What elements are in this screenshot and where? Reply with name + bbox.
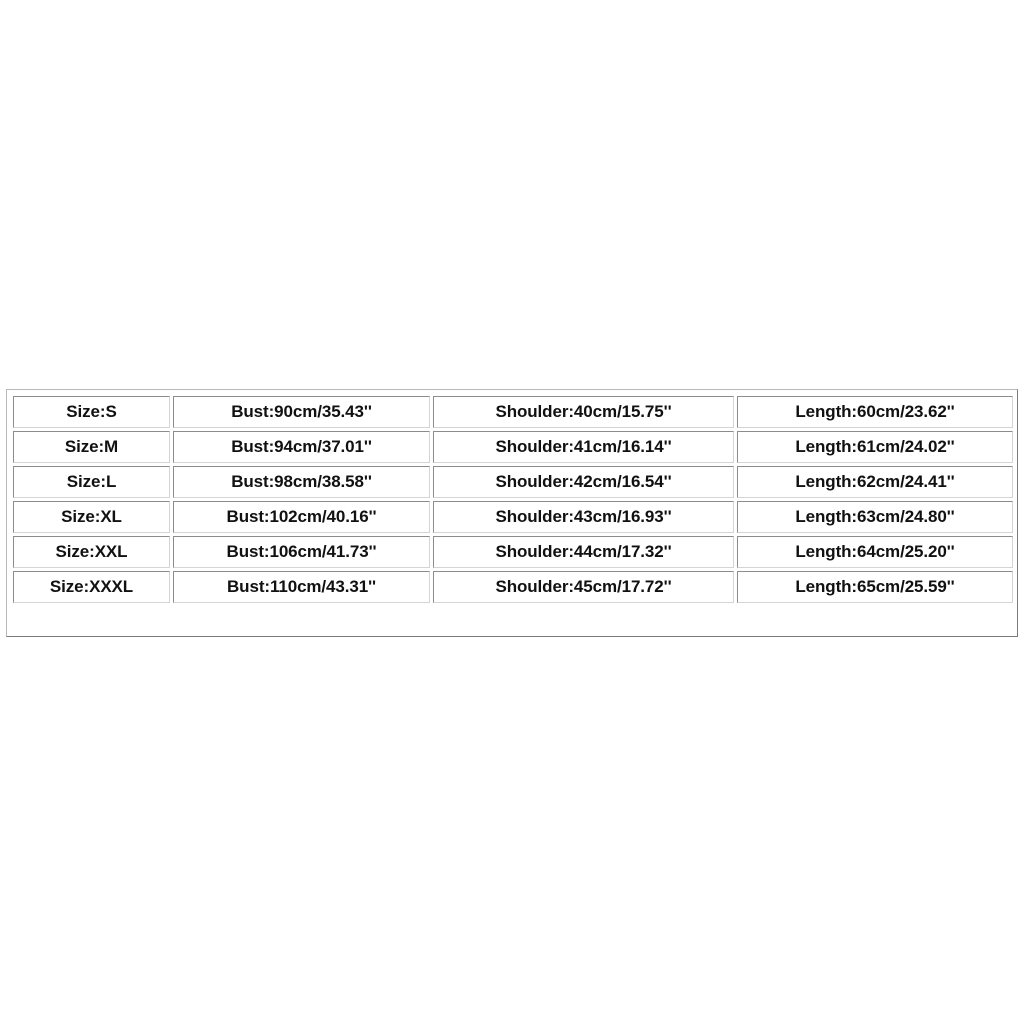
bust-cell: Bust:90cm/35.43'' [173, 396, 430, 428]
size-cell: Size:S [13, 396, 170, 428]
shoulder-cell: Shoulder:40cm/15.75'' [433, 396, 734, 428]
shoulder-cell: Shoulder:45cm/17.72'' [433, 571, 734, 603]
shoulder-cell: Shoulder:42cm/16.54'' [433, 466, 734, 498]
table-row [13, 536, 1013, 568]
table-row [13, 396, 1013, 428]
shoulder-cell: Shoulder:44cm/17.32'' [433, 536, 734, 568]
table-row [13, 466, 1013, 498]
length-cell: Length:62cm/24.41'' [737, 466, 1013, 498]
length-cell: Length:61cm/24.02'' [737, 431, 1013, 463]
length-cell: Length:65cm/25.59'' [737, 571, 1013, 603]
length-cell: Length:63cm/24.80'' [737, 501, 1013, 533]
shoulder-cell: Shoulder:41cm/16.14'' [433, 431, 734, 463]
table-row [13, 571, 1013, 603]
shoulder-cell: Shoulder:43cm/16.93'' [433, 501, 734, 533]
size-cell: Size:XXL [13, 536, 170, 568]
bust-cell: Bust:106cm/41.73'' [173, 536, 430, 568]
size-chart-table [10, 393, 1016, 606]
bust-cell: Bust:94cm/37.01'' [173, 431, 430, 463]
size-cell: Size:L [13, 466, 170, 498]
size-cell: Size:M [13, 431, 170, 463]
size-chart [6, 389, 1018, 637]
size-cell: Size:XL [13, 501, 170, 533]
bust-cell: Bust:110cm/43.31'' [173, 571, 430, 603]
length-cell: Length:60cm/23.62'' [737, 396, 1013, 428]
bust-cell: Bust:102cm/40.16'' [173, 501, 430, 533]
table-row [13, 431, 1013, 463]
length-cell: Length:64cm/25.20'' [737, 536, 1013, 568]
bust-cell: Bust:98cm/38.58'' [173, 466, 430, 498]
size-cell: Size:XXXL [13, 571, 170, 603]
table-row [13, 501, 1013, 533]
